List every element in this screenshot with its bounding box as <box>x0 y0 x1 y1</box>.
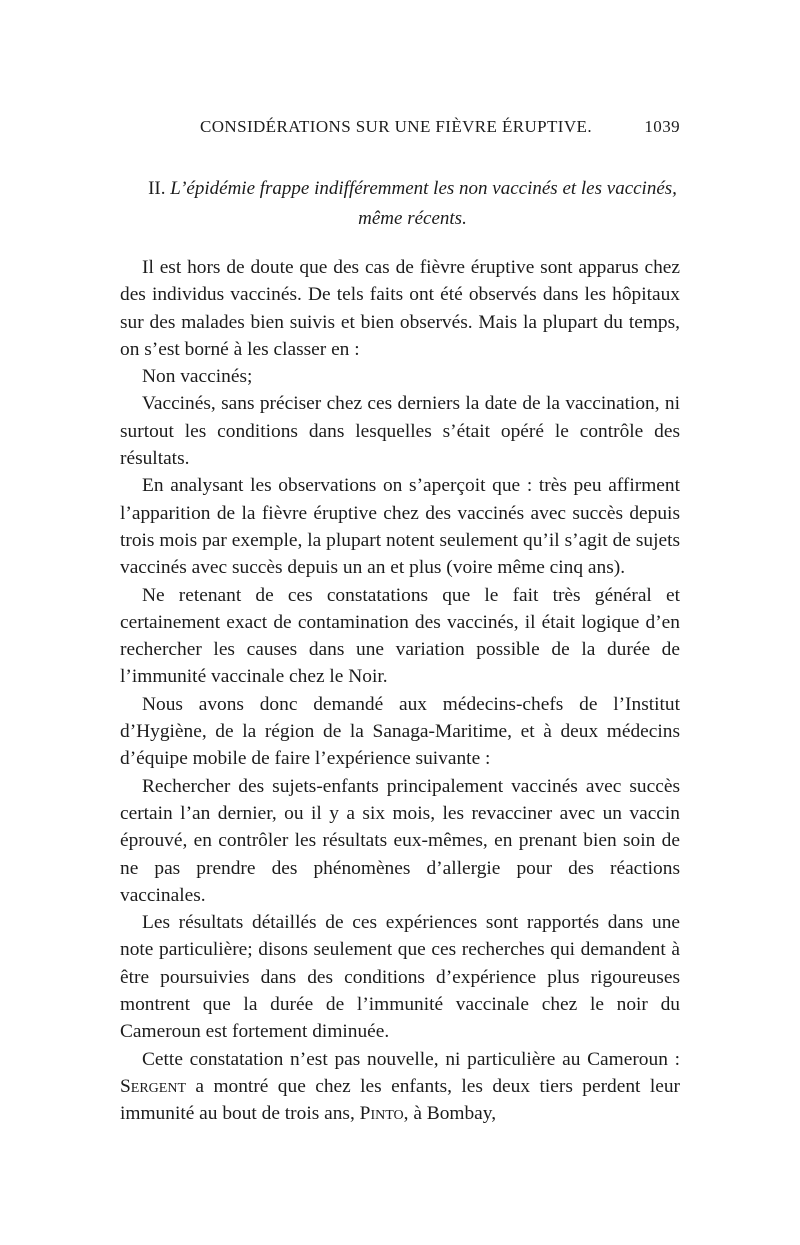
paragraph-5: Ne retenant de ces constatations que le fait très général et certainement exact de contamination des vaccinés, il était logique d’en rechercher les causes dans une variation possible de la durée de l’immunité vaccinale chez le Noir. <box>120 584 680 688</box>
paragraph-8: Les résultats détaillés de ces expériences sont rapportés dans une note particulière; disons seulement que ces recherches qui demandent à être poursuivies dans des conditions d’expérience plus rigoureuses montrent que la durée de l’immunité vaccinale chez le noir du Cameroun est fortement diminuée. <box>120 912 680 1043</box>
section-heading <box>145 174 680 234</box>
running-title: CONSIDÉRATIONS SUR UNE FIÈVRE ÉRUPTIVE. <box>200 117 592 136</box>
running-header <box>200 117 680 141</box>
section-number: II. <box>148 178 166 199</box>
section-heading-line-1 <box>145 174 680 204</box>
paragraph-7: Rechercher des sujets-enfants principalement vaccinés avec succès certain l’an dernier, ou il y a six mois, les revacciner avec un vaccin éprouvé, en contrôler les résultats eux-mêmes, en prenant bien soin de ne pas prendre des phénomènes d’allergie pour des réactions vaccinales. <box>120 775 680 906</box>
paragraph-3: Vaccinés, sans préciser chez ces derniers la date de la vaccination, ni surtout les conditions dans lesquelles s’était opéré le contrôle des résultats. <box>120 393 680 470</box>
paragraph-9-part-3: , à Bombay, <box>403 1103 497 1125</box>
paragraph-4: En analysant les observations on s’aperçoit que : très peu affirment l’apparition de la fièvre éruptive chez des vaccinés avec succès depuis trois mois par exemple, la plupart notent seulement qu’il s’agit de sujets vaccinés avec succès depuis un an et plus (voire même cinq ans). <box>120 475 680 579</box>
section-title-line-1: L’épidémie frappe indifféremment les non vaccinés et les vaccinés, <box>170 178 677 199</box>
page-number: 1039 <box>644 117 680 136</box>
paragraph-9-part-2: a montré que chez les enfants, les deux tiers perdent leur immunité au bout de trois ans, <box>120 1075 680 1125</box>
paragraph-2: Non vaccinés; <box>142 366 253 388</box>
body-text <box>120 254 680 1128</box>
author-name-pinto: Pinto <box>359 1103 404 1125</box>
author-name-sergent: Sergent <box>120 1075 186 1097</box>
paragraph-9-part-1: Cette constatation n’est pas nouvelle, ni particulière au Cameroun : <box>142 1048 680 1070</box>
section-title-line-2: même récents. <box>358 208 467 229</box>
paragraph-9 <box>120 1046 680 1128</box>
paragraph-1: Il est hors de doute que des cas de fièvre éruptive sont apparus chez des individus vaccinés. De tels faits ont été observés dans les hôpitaux sur des malades bien suivis et bien observés. Mais la plupart du temps, on s’est borné à les classer en : <box>120 257 680 360</box>
paragraph-6: Nous avons donc demandé aux médecins-chefs de l’Institut d’Hygiène, de la région de la Sanaga-Maritime, et à deux médecins d’équipe mobile de faire l’expérience suivante : <box>120 693 680 770</box>
